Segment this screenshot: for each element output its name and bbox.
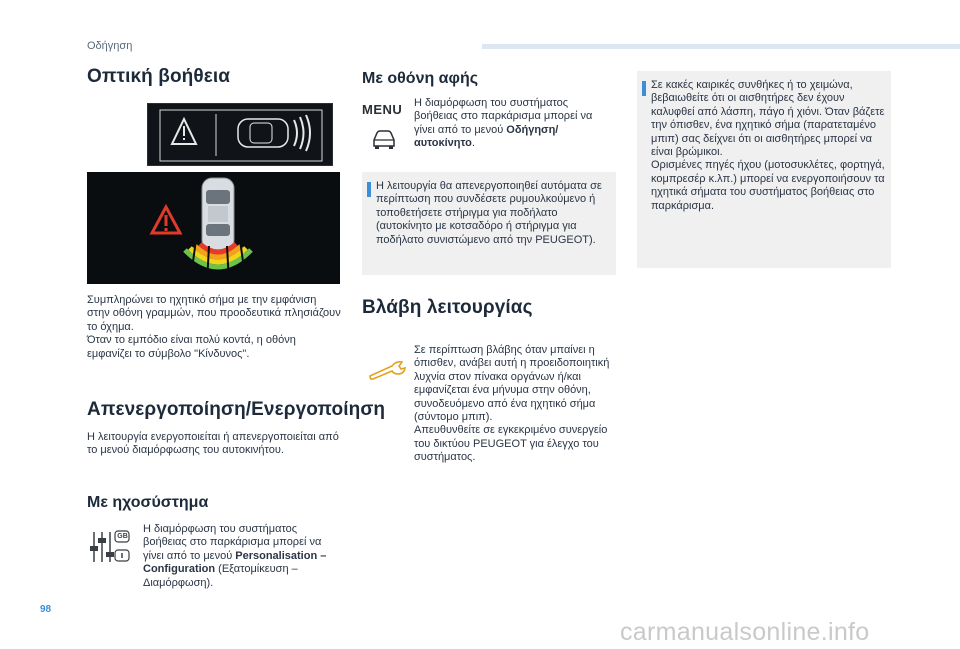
section-title-audio: Με ηχοσύστημα [87,494,209,511]
service-wrench-icon [366,358,410,382]
touchscreen-parking-image [87,172,340,284]
section-title-fault: Βλάβη λειτουργίας [362,297,533,318]
section-title-touchscreen: Με οθόνη αφής [362,70,479,87]
page-title: Οπτική βοήθεια [87,66,231,87]
activation-text: Η λειτουργία ενεργοποιείται ή απενεργοποιείται από το μενού διαμόρφωσης του αυτοκινήτου. [87,431,339,457]
audio-menu-path: Personalisation – Configuration [143,549,327,576]
header-rule [482,44,960,49]
cluster-parking-graphic [148,104,333,166]
touch-menu-path: Οδήγηση/αυτοκίνητο [414,123,559,150]
weather-note-text: Σε κακές καιρικές συνθήκες ή το χειμώνα, βεβαιωθείτε ότι οι αισθητήρες δεν έχουν καλυφθεί από λάσπη, πάγο ή χιόνι. Όταν βάζετε την όπισθεν, ένα ηχητικό σήμα (παρατεταμένο μπιπ) σας δείχνει ότι οι αισθητήρες μπορεί να είναι βρώμικοι. Ορισμένες πηγές ήχου (μοτοσυκλέτες, φορτηγά, κομπρεσέρ κ.λπ.) μπορεί να ενεργοποιήσουν τα ηχητικά σήματα του συστήματος βοήθειας στο παρκάρισμα. [651,79,885,212]
touchscreen-parking-graphic [87,172,340,284]
audio-text-part2: (Εξατομίκευση – Διαμόρφωση). [143,563,298,589]
car-top-view-icon [202,178,234,250]
visual-aid-caption: Συμπληρώνει το ηχητικό σήμα με την εμφάνιση στην οθόνη γραμμών, που προοδευτικά πλησιάζουν το όχημα. Όταν το εμπόδιο είναι πολύ κοντά, η οθόνη εμφανίζει το σύμβολο "Κίνδυνος". [87,294,341,360]
touch-text-part2: . [471,137,475,150]
fault-text: Σε περίπτωση βλάβης όταν μπαίνει η όπισθεν, ανάβει αυτή η προειδοποιητική λυχνία στον πίνακα οργάνων ή/και εμφανίζεται ένα μήνυμα στην οθόνη, συνοδευόμενο από ένα ηχητικό σήμα (σύντομο μπιπ). Απευθυνθείτε σε εγκεκριμένο συνεργείο του δικτύου PEUGEOT για έλεγχο του συστήματος. [414,344,610,464]
section-title-activation: Απενεργοποίηση/Ενεργοποίηση [87,399,386,420]
touch-text-part1: Η διαμόρφωση του συστήματος βοήθειας στο παρκάρισμα μπορεί να γίνει από το μενού [414,97,593,136]
watermark: carmanualsonline.info [620,618,870,646]
towbar-note-text: Η λειτουργία θα απενεργοποιηθεί αυτόματα σε περίπτωση που συνδέσετε ρυμουλκούμενο ή τοποθετήσετε στήριγμα για ποδήλατο (αυτοκίνητο με κοτσαδόρο ή στήριγμα για ποδήλατο συνιστώμενο από την PEUGEOT). [376,180,602,246]
page-number: 98 [40,604,52,615]
cluster-display-image [147,103,333,166]
info-marker [642,81,646,96]
menu-label-icon: MENU [362,102,403,117]
gb-label: GB [117,533,128,540]
audio-text [143,523,343,590]
audio-text-part1: Η διαμόρφωση του συστήματος βοήθειας στο παρκάρισμα μπορεί να γίνει από το μενού [143,523,322,562]
audio-settings-icon [89,528,131,566]
section-header: Οδήγηση [87,40,133,52]
towbar-note-box [362,172,616,275]
weather-note-box [637,71,891,268]
touchscreen-text [414,97,614,151]
car-settings-icon [370,128,398,150]
info-marker [367,182,371,197]
